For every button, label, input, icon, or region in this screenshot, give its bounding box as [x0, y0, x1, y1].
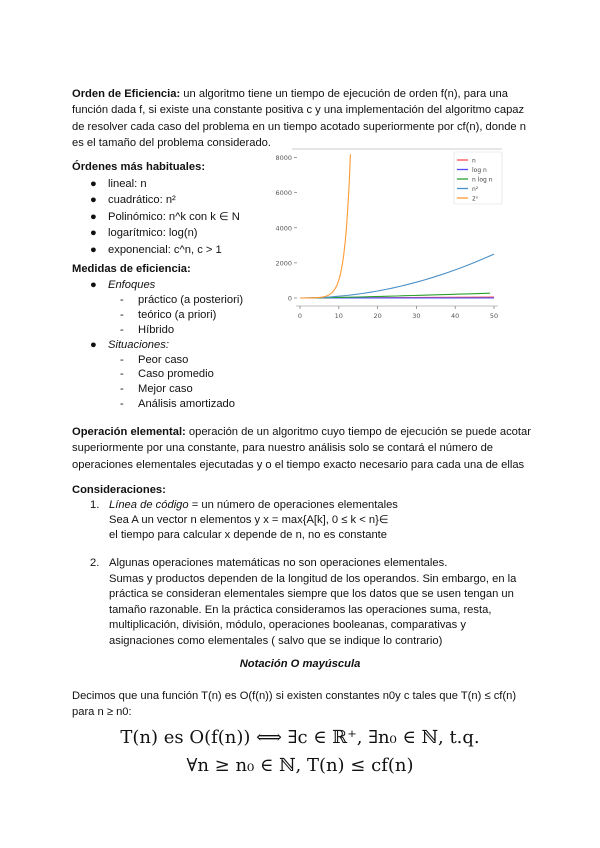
svg-text:2000: 2000 — [275, 259, 292, 268]
list-item: - Mejor caso — [120, 383, 193, 396]
svg-text:8000: 8000 — [275, 154, 292, 163]
orden-line: un algoritmo tiene un tiempo de ejecución de orden f(n), para una — [180, 88, 508, 100]
notacion-line: para n ≥ n0: — [72, 706, 132, 719]
notacion-line: Decimos que una función T(n) es O(f(n)) si existen constantes n0y c tales que T(n) ≤ cf(n) — [72, 690, 517, 702]
item-line: tamaño razonable. En la práctica consideramos las operaciones suma, resta, — [109, 603, 492, 616]
operacion-paragraph — [72, 424, 532, 473]
svg-text:40: 40 — [451, 312, 460, 320]
item-line: Sea A un vector n elementos y x = max{A[k], 0 ≤ k < n}∈ — [109, 514, 389, 526]
orden-line: función dada f, si existe una constante positiva c y una implementación del algoritmo capaz — [72, 104, 525, 117]
list-item: ● exponencial: c^n, c > 1 — [90, 243, 222, 256]
formula-line-1: T(n) es O(f(n)) ⟺ ∃c ∈ ℝ⁺, ∃n₀ ∈ ℕ, t.q. — [120, 727, 480, 748]
item-line: práctica se consideran elementales siempre que los datos que se usen tengan un — [109, 588, 514, 600]
svg-text:0: 0 — [297, 312, 303, 320]
list-item: - teórico (a priori) — [120, 308, 217, 321]
italic-term: Línea de código — [109, 499, 189, 511]
svg-text:4000: 4000 — [275, 224, 292, 233]
consideracion-item: 1. Línea de código = un número de operaciones elementales Sea A un vector n elementos y x = max{A[k], 0 ≤ k < n}∈ el tiempo para calcular x depende de n, no es constante — [90, 499, 398, 541]
ordenes-heading: Órdenes más habituales: — [72, 161, 206, 173]
operacion-line: operación de un algoritmo cuyo tiempo de ejecución se puede acotar — [185, 426, 531, 438]
item-line: asignaciones como elementales ( salvo que se indique lo contrario) — [109, 634, 443, 647]
consideracion-item — [90, 556, 516, 649]
medidas-list — [90, 278, 243, 412]
list-item: - Híbrido — [120, 323, 175, 336]
list-item: ● Enfoques — [90, 279, 156, 291]
list-item: - Peor caso — [120, 353, 189, 366]
item-number: 2. — [90, 557, 100, 569]
svg-text:n²: n² — [472, 185, 479, 193]
list-item: - Análisis amortizado — [120, 398, 236, 411]
notacion-paragraph — [72, 688, 552, 721]
list-item: - Caso promedio — [120, 368, 214, 381]
orden-line: es el tamaño del problema considerado. — [72, 137, 272, 150]
medidas-heading: Medidas de eficiencia: — [72, 263, 191, 275]
notacion-title: Notación O mayúscula — [239, 658, 361, 670]
svg-text:n: n — [472, 157, 476, 165]
svg-text:2ⁿ: 2ⁿ — [472, 195, 479, 203]
orden-line: de resolver cada caso del problema en un tiempo acotado superiormente por cf(n), donde n — [72, 120, 526, 133]
orden-paragraph — [72, 86, 532, 152]
svg-text:0: 0 — [287, 294, 292, 303]
list-item: - práctico (a posteriori) — [120, 293, 244, 306]
list-item: ● Polinómico: n^k con k ∈ N — [90, 210, 240, 223]
list-item: ● cuadrático: n² — [90, 194, 176, 207]
item-line: multiplicación, división, módulo, operaciones booleanas, comparativas y — [109, 619, 466, 631]
consideraciones-heading: Consideraciones: — [72, 484, 166, 496]
operacion-line: operaciones elementales ejecutadas y o el tiempo exacto necesario para cada una de ellas — [72, 458, 525, 471]
operacion-label: Operación elemental: — [72, 426, 186, 438]
ordenes-list — [90, 176, 240, 258]
item-line: el tiempo para calcular x depende de n, no es constante — [109, 529, 388, 541]
svg-text:50: 50 — [489, 312, 499, 320]
complexity-chart — [262, 146, 512, 324]
formula-line-2: ∀n ≥ n₀ ∈ ℕ, T(n) ≤ cf(n) — [186, 755, 414, 776]
orden-label: Orden de Eficiencia: — [72, 88, 181, 100]
svg-text:10: 10 — [334, 312, 343, 320]
item-line: Algunas operaciones matemáticas no son operaciones elementales. — [109, 557, 448, 569]
svg-text:6000: 6000 — [275, 189, 292, 198]
operacion-line: superiormente por una constante, para nuestro análisis solo se contará el número de — [72, 442, 494, 455]
item-number: 1. — [90, 499, 100, 511]
list-item: ● lineal: n — [90, 178, 147, 190]
svg-text:20: 20 — [373, 312, 382, 320]
list-item: ● logarítmico: log(n) — [90, 227, 198, 240]
svg-text:n log n: n log n — [472, 176, 493, 184]
item-line: Sumas y productos dependen de la longitud de los operandos. Sin embargo, en la — [109, 572, 517, 585]
svg-text:log n: log n — [472, 166, 487, 174]
svg-text:30: 30 — [412, 312, 421, 320]
list-item: ● Situaciones: — [90, 338, 169, 351]
